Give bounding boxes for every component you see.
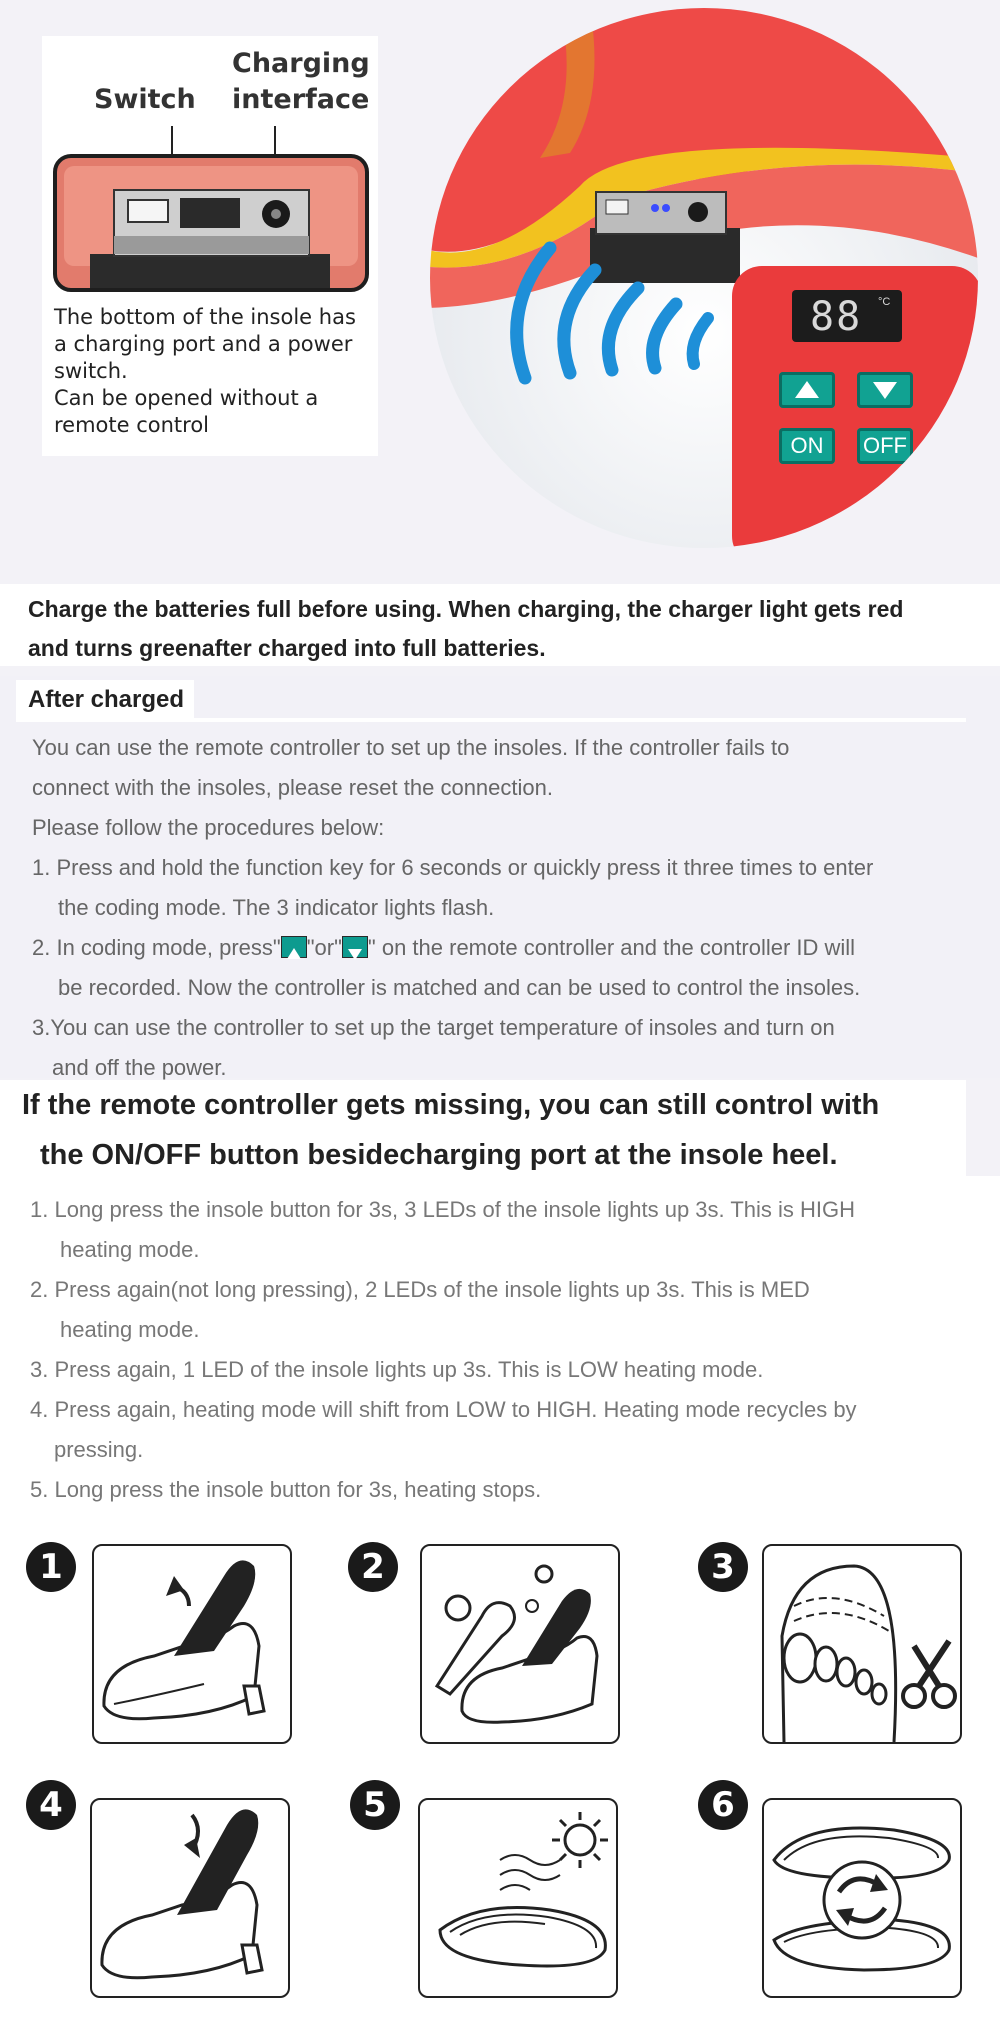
step-2-box xyxy=(420,1544,620,1744)
list-item: 3. Press again, 1 LED of the insole lights up 3s. This is LOW heating mode. xyxy=(30,1357,764,1382)
text-line: and off the power. xyxy=(52,1055,227,1080)
text-line: the coding mode. The 3 indicator lights flash. xyxy=(58,895,495,920)
step-2-line-1: 2. In coding mode, press" "or" " on the remote controller and the controller ID will xyxy=(32,935,856,960)
list-item: heating mode. xyxy=(60,1237,200,1262)
step-3-box xyxy=(762,1544,962,1744)
up-button-icon xyxy=(281,936,307,958)
remote-off-button[interactable]: OFF xyxy=(857,428,913,464)
step-4-box xyxy=(90,1798,290,1998)
step-number: 5 xyxy=(350,1780,400,1830)
product-hero xyxy=(0,0,1000,570)
desc-line: Can be opened without a xyxy=(54,386,319,410)
text-line: You can use the remote controller to set up the insoles. If the controller fails to xyxy=(32,735,790,760)
step-number: 4 xyxy=(26,1780,76,1830)
heating-modes-list xyxy=(0,1176,1000,1512)
remote-up-button[interactable] xyxy=(779,372,835,408)
text-line: 3.You can use the controller to set up the target temperature of insoles and turn on xyxy=(32,1015,835,1040)
list-item: 5. Long press the insole button for 3s, heating stops. xyxy=(30,1477,542,1502)
charge-banner xyxy=(0,584,1000,666)
switch-label: Switch xyxy=(94,84,196,115)
rotate-insoles-icon xyxy=(764,1800,960,1996)
desc-line: switch. xyxy=(54,359,128,383)
step-number: 6 xyxy=(698,1780,748,1830)
step-number: 3 xyxy=(698,1542,748,1592)
charge-line-1: Charge the batteries full before using. When charging, the charger light gets red xyxy=(28,596,904,622)
text-line: 1. Press and hold the function key for 6 seconds or quickly press it three times to enter xyxy=(32,855,874,880)
insole-photo-illustration xyxy=(430,8,978,548)
text-line: be recorded. Now the controller is matched and can be used to control the insoles. xyxy=(58,975,861,1000)
remote-down-button[interactable] xyxy=(857,372,913,408)
insole-remote-photo xyxy=(430,8,978,548)
missing-line-1: If the remote controller gets missing, you can still control with xyxy=(22,1089,880,1121)
desc-line: The bottom of the insole has xyxy=(54,305,356,329)
list-item: pressing. xyxy=(54,1437,144,1462)
after-charged-text xyxy=(32,728,873,1088)
after-charged-title: After charged xyxy=(28,686,185,713)
step-1-box xyxy=(92,1544,292,1744)
remote-on-button[interactable]: ON xyxy=(779,428,835,464)
after-charged-section xyxy=(0,676,1000,1078)
down-button-icon xyxy=(342,936,368,958)
usage-steps-grid xyxy=(0,1512,1000,2033)
insole-heel-port-illustration xyxy=(52,126,372,296)
after-charged-title-box xyxy=(16,680,194,720)
list-item: 2. Press again(not long pressing), 2 LEDs of the insole lights up 3s. This is MED xyxy=(30,1277,810,1302)
charge-line-2: and turns greenafter charged into full batteries. xyxy=(28,635,546,661)
desc-line: remote control xyxy=(54,413,210,437)
missing-line-2: the ON/OFF button besidecharging port at the insole heel. xyxy=(40,1139,838,1171)
step-number: 2 xyxy=(348,1542,398,1592)
step-5-box xyxy=(418,1798,618,1998)
trim-insole-to-foot-icon xyxy=(764,1546,960,1742)
list-item: 4. Press again, heating mode will shift from LOW to HIGH. Heating mode recycles by xyxy=(30,1397,857,1422)
text-line: connect with the insoles, please reset the connection. xyxy=(32,775,553,800)
port-description xyxy=(54,304,374,439)
step-6-box xyxy=(762,1798,962,1998)
list-item: heating mode. xyxy=(60,1317,200,1342)
down-triangle-icon xyxy=(857,372,913,408)
missing-remote-banner xyxy=(0,1080,966,1176)
dry-in-sun-icon xyxy=(420,1800,616,1996)
step-number: 1 xyxy=(26,1542,76,1592)
up-triangle-icon xyxy=(779,372,835,408)
clean-shoe-icon xyxy=(422,1546,618,1742)
charging-label-line2: interface xyxy=(232,84,370,115)
remote-display: 88 °C xyxy=(792,290,902,342)
insert-insole-into-shoe-icon xyxy=(94,1546,290,1742)
title-underline xyxy=(16,718,966,722)
list-item: 1. Long press the insole button for 3s, 3 LEDs of the insole lights up 3s. This is HIGH xyxy=(30,1197,856,1222)
text-line: Please follow the procedures below: xyxy=(32,815,385,840)
charging-label-line1: Charging xyxy=(232,48,370,79)
desc-line: a charging port and a power xyxy=(54,332,353,356)
insole-port-card xyxy=(42,36,378,456)
insert-insole-icon xyxy=(92,1800,288,1996)
